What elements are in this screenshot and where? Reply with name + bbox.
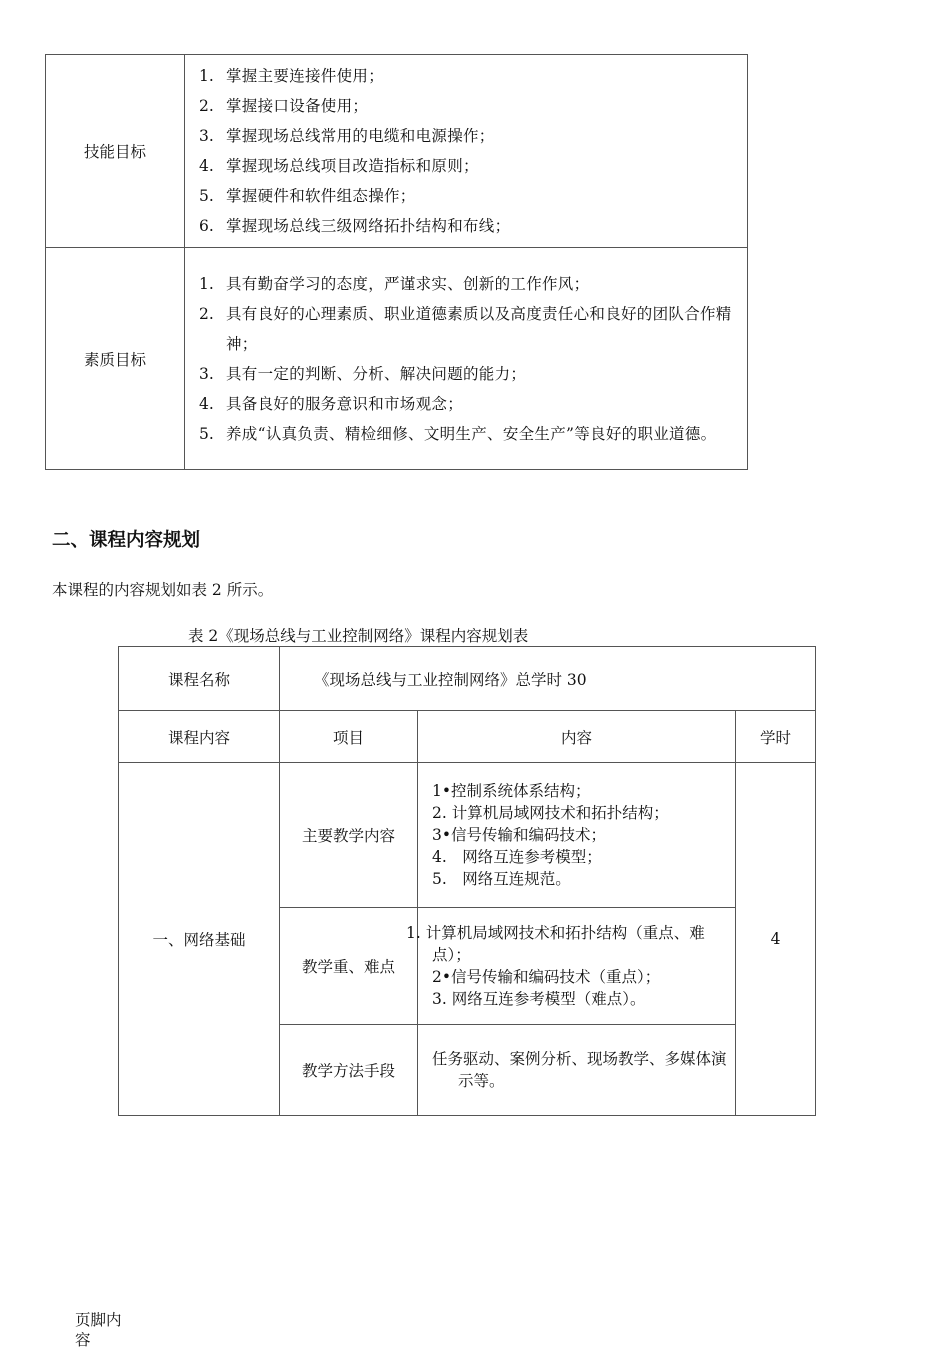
header-course-content: 课程内容 (119, 711, 280, 763)
list-item: 3. 网络互连参考模型（难点）。 (432, 990, 646, 1008)
course-plan-table (118, 646, 816, 1116)
footer-text: 页脚内容 (75, 1311, 122, 1349)
list-item: 2. 计算机局域网技术和拓扑结构； (432, 804, 669, 822)
list-item: 3. 具有一定的判断、分析、解决问题的能力； (199, 364, 527, 383)
list-item: 2. 具有良好的心理素质、职业道德素质以及高度责任心和良好的团队合作精神； (199, 304, 732, 353)
quality-goal-row (46, 248, 748, 470)
list-item: 1. 掌握主要连接件使用； (199, 67, 385, 85)
header-item: 项目 (280, 711, 418, 763)
table-caption: 表 2《现场总线与工业控制网络》课程内容规划表 (188, 627, 529, 645)
module-name: 一、网络基础 (119, 763, 280, 1116)
list-item: 6. 掌握现场总线三级网络拓扑结构和布线； (199, 217, 511, 235)
goals-table (45, 54, 748, 470)
skills-goal-label: 技能目标 (46, 55, 185, 248)
list-item: 1•控制系统体系结构； (432, 782, 591, 800)
key-points-list (406, 922, 734, 1010)
list-item: 5. 掌握硬件和软件组态操作； (199, 187, 416, 205)
list-item: 1. 具有勤奋学习的态度，严谨求实、创新的工作作风； (199, 274, 590, 293)
list-item: 5. 网络互连规范。 (432, 870, 571, 888)
table-row (119, 647, 816, 711)
course-name-value: 《现场总线与工业控制网络》总学时 30 (280, 647, 816, 711)
list-item: 2•信号传输和编码技术（重点）； (432, 968, 661, 986)
quality-goal-label: 素质目标 (46, 248, 185, 470)
list-item: 2. 掌握接口设备使用； (199, 97, 369, 115)
teaching-method-text: 任务驱动、案例分析、现场教学、多媒体演示等。 (432, 1050, 727, 1090)
table-header-row (119, 711, 816, 763)
skills-goal-list (185, 55, 747, 247)
list-item: 3•信号传输和编码技术； (432, 826, 607, 844)
main-content-list (432, 780, 734, 890)
list-item: 3. 掌握现场总线常用的电缆和电源操作； (199, 127, 495, 145)
quality-goal-list (185, 263, 747, 455)
list-item: 4. 网络互连参考模型； (432, 848, 602, 866)
header-detail: 内容 (418, 711, 736, 763)
course-name-label: 课程名称 (119, 647, 280, 711)
list-item: 4. 掌握现场总线项目改造指标和原则； (199, 157, 479, 175)
list-item: 5. 养成“认真负责、精检细修、文明生产、安全生产”等良好的职业道德。 (199, 424, 717, 443)
section-heading: 二、课程内容规划 (52, 530, 201, 551)
header-hours: 学时 (736, 711, 816, 763)
key-points-label: 教学重、难点 (280, 908, 418, 1025)
list-item: 1. 计算机局域网技术和拓扑结构（重点、难点）； (406, 924, 705, 964)
skills-goal-row (46, 55, 748, 248)
teaching-method-label: 教学方法手段 (280, 1025, 418, 1116)
intro-paragraph: 本课程的内容规划如表 2 所示。 (52, 581, 274, 599)
list-item: 4. 具备良好的服务意识和市场观念； (199, 394, 464, 413)
main-content-label: 主要教学内容 (280, 763, 418, 908)
module-hours: 4 (736, 763, 816, 1116)
table-row (119, 763, 816, 908)
